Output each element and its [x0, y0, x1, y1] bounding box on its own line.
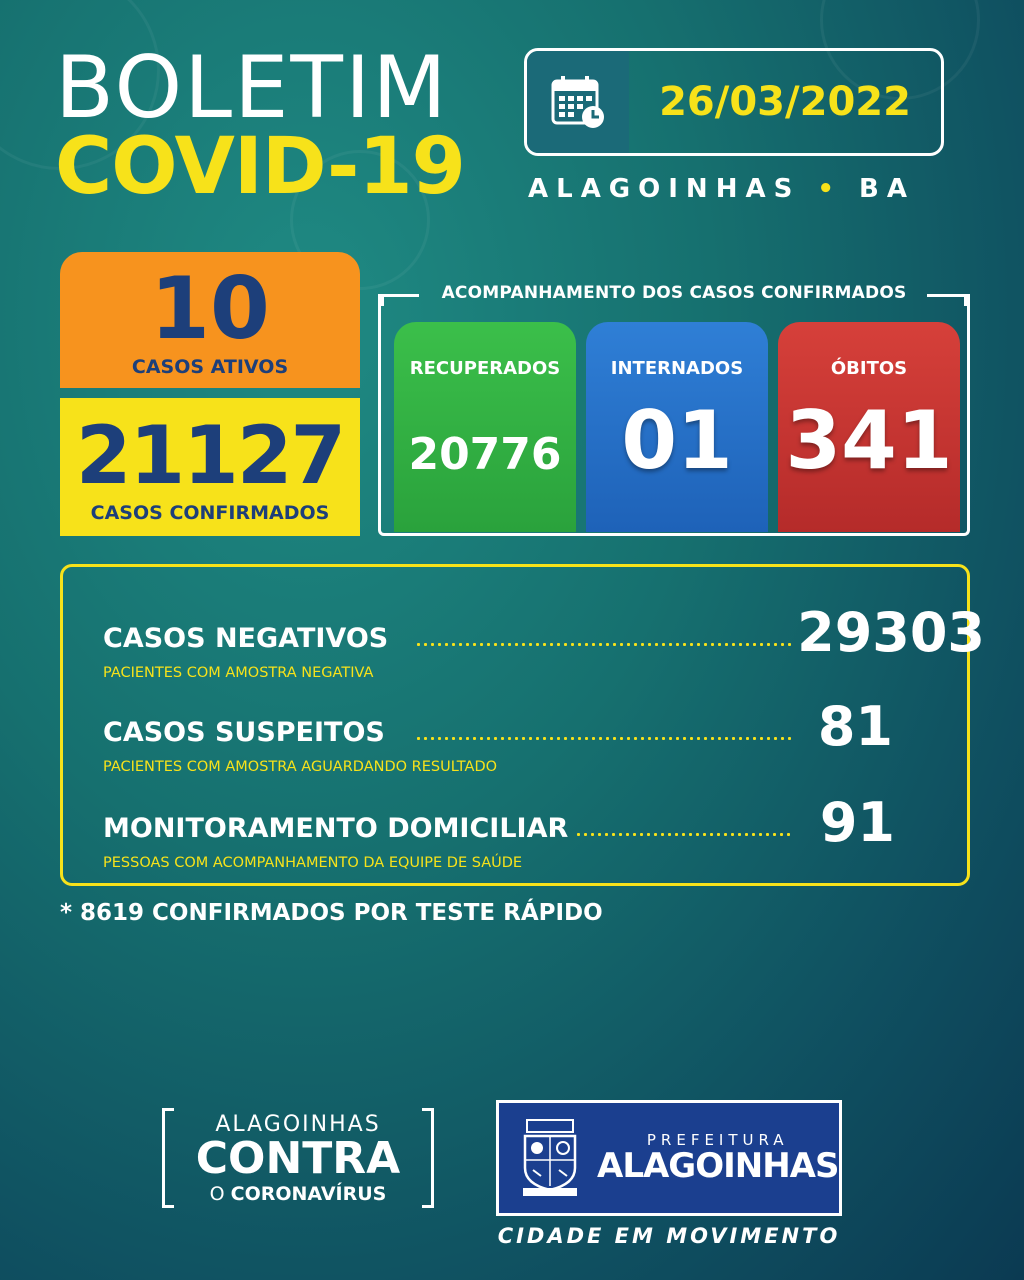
- stat-value: 29303: [797, 601, 985, 664]
- recovered-card: [394, 322, 576, 532]
- city-crest-icon: [521, 1118, 579, 1198]
- stat-subtitle: PACIENTES COM AMOSTRA NEGATIVA: [103, 665, 374, 681]
- deaths-label: ÓBITOS: [830, 358, 908, 379]
- recovered-label: RECUPERADOS: [409, 358, 561, 379]
- hospitalized-label: INTERNADOS: [610, 358, 744, 379]
- stat-value: 81: [817, 695, 893, 758]
- deaths-value: 341: [785, 394, 953, 487]
- report-date: 26/03/2022: [659, 79, 911, 125]
- rapid-test-footnote: * 8619 CONFIRMADOS POR TESTE RÁPIDO: [60, 900, 603, 926]
- active-cases-label: CASOS ATIVOS: [131, 356, 289, 378]
- title-boletim: BOLETIM: [55, 38, 449, 138]
- slogan: CIDADE EM MOVIMENTO: [497, 1224, 841, 1248]
- active-cases-value: 10: [150, 259, 270, 359]
- stat-title: MONITORAMENTO DOMICILIAR: [103, 813, 569, 844]
- deaths-card: [778, 322, 960, 532]
- stat-title: CASOS NEGATIVOS: [103, 623, 389, 654]
- stat-row-suspect: [103, 695, 943, 797]
- dotted-leader: [415, 643, 795, 646]
- city-label: ALAGOINHAS • BA: [528, 174, 915, 204]
- title-covid: COVID-19: [55, 122, 465, 212]
- hospitalized-card: [586, 322, 768, 532]
- date-box: [524, 48, 944, 156]
- dotted-leader: [415, 737, 791, 740]
- stat-subtitle: PESSOAS COM ACOMPANHAMENTO DA EQUIPE DE SAÚDE: [103, 855, 523, 871]
- tracking-title: ACOMPANHAMENTO DOS CASOS CONFIRMADOS: [441, 283, 907, 303]
- prefeitura-logo: PREFEITURA ALAGOINHAS: [496, 1100, 842, 1216]
- alagoinhas-contra-coronavirus-logo: ALAGOINHAS CONTRA O CORONAVÍRUS: [162, 1108, 434, 1208]
- hospitalized-value: 01: [621, 394, 733, 487]
- dotted-leader: [575, 833, 791, 836]
- stat-value: 91: [819, 791, 895, 854]
- stat-subtitle: PACIENTES COM AMOSTRA AGUARDANDO RESULTADO: [103, 759, 498, 775]
- stat-title: CASOS SUSPEITOS: [103, 717, 385, 748]
- stat-row-home-monitoring: [103, 791, 943, 893]
- confirmed-cases-label: CASOS CONFIRMADOS: [90, 502, 330, 524]
- stats-box: [60, 564, 985, 886]
- confirmed-cases-card: [60, 398, 360, 536]
- calendar-icon: [527, 51, 629, 153]
- recovered-value: 20776: [408, 429, 562, 480]
- stat-row-negative: [103, 601, 985, 703]
- active-cases-card: [60, 252, 360, 388]
- confirmed-cases-value: 21127: [75, 409, 345, 502]
